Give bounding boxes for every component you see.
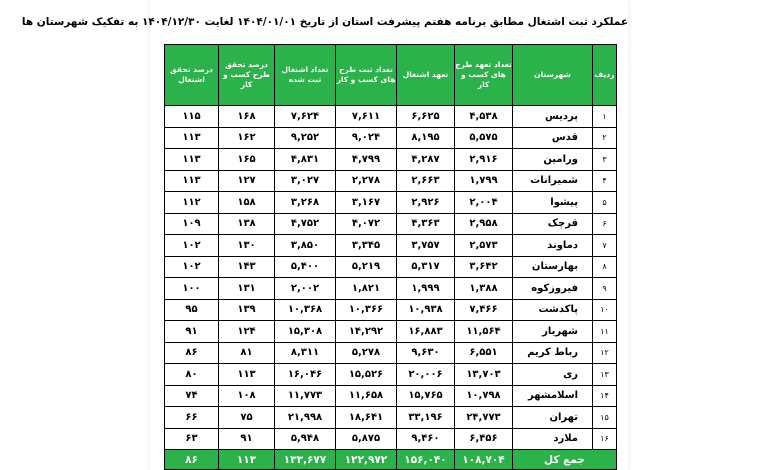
business-realization: ۱۳۱ xyxy=(219,278,275,300)
registered-plans: ۱۵,۵۲۶ xyxy=(336,364,397,386)
business-realization: ۱۶۸ xyxy=(219,106,275,128)
row-number: ۹ xyxy=(593,278,617,300)
header-employment-realization: درصد تحقق اشتغال xyxy=(165,45,219,106)
registered-plans: ۲,۲۷۸ xyxy=(336,170,397,192)
employment-commitment: ۱,۹۹۹ xyxy=(397,278,455,300)
city-name: قدس xyxy=(513,127,593,149)
row-number: ۲ xyxy=(593,127,617,149)
business-commitments: ۴,۵۳۸ xyxy=(455,106,513,128)
employment-realization: ۱۰۲ xyxy=(165,235,219,257)
city-name: ملارد xyxy=(513,428,593,450)
city-name: قرچک xyxy=(513,213,593,235)
business-commitments: ۲,۹۱۶ xyxy=(455,149,513,171)
total-business-commitments: ۱۰۸,۷۰۴ xyxy=(455,450,513,470)
business-commitments: ۲۴,۷۷۳ xyxy=(455,407,513,429)
registered-plans: ۳,۱۶۷ xyxy=(336,192,397,214)
table-row xyxy=(165,127,617,149)
registered-plans: ۷,۶۱۱ xyxy=(336,106,397,128)
business-realization: ۷۵ xyxy=(219,407,275,429)
row-number: ۸ xyxy=(593,256,617,278)
registered-plans: ۵,۲۱۹ xyxy=(336,256,397,278)
employment-table xyxy=(164,44,617,470)
registered-employment: ۴,۸۳۱ xyxy=(275,149,336,171)
employment-realization: ۷۴ xyxy=(165,385,219,407)
employment-commitment: ۵,۳۱۷ xyxy=(397,256,455,278)
employment-commitment: ۱۵,۷۶۵ xyxy=(397,385,455,407)
employment-realization: ۹۱ xyxy=(165,321,219,343)
registered-employment: ۴,۷۵۲ xyxy=(275,213,336,235)
total-employment-realization: ۸۶ xyxy=(165,450,219,470)
header-employment-commitment: تعهد اشتغال xyxy=(397,45,455,106)
employment-realization: ۱۱۳ xyxy=(165,170,219,192)
registered-plans: ۴,۰۷۲ xyxy=(336,213,397,235)
business-commitments: ۱۰,۷۹۸ xyxy=(455,385,513,407)
report-sheet xyxy=(21,0,628,470)
registered-plans: ۵,۲۷۸ xyxy=(336,342,397,364)
business-commitments: ۲,۵۷۳ xyxy=(455,235,513,257)
row-number: ۱۶ xyxy=(593,428,617,450)
business-realization: ۱۱۳ xyxy=(219,364,275,386)
employment-commitment: ۱۰,۹۳۸ xyxy=(397,299,455,321)
city-name: شهریار xyxy=(513,321,593,343)
city-name: دماوند xyxy=(513,235,593,257)
row-number: ۱۵ xyxy=(593,407,617,429)
business-commitments: ۲,۹۵۸ xyxy=(455,213,513,235)
employment-commitment: ۹,۴۶۰ xyxy=(397,428,455,450)
business-commitments: ۱,۳۸۸ xyxy=(455,278,513,300)
total-label: جمع کل xyxy=(513,450,617,470)
registered-plans: ۴,۷۹۹ xyxy=(336,149,397,171)
employment-commitment: ۲,۶۶۳ xyxy=(397,170,455,192)
employment-realization: ۹۵ xyxy=(165,299,219,321)
business-commitments: ۶,۵۵۱ xyxy=(455,342,513,364)
employment-realization: ۱۱۲ xyxy=(165,192,219,214)
city-name: بهارستان xyxy=(513,256,593,278)
business-commitments: ۷,۴۶۶ xyxy=(455,299,513,321)
table-row xyxy=(165,192,617,214)
row-number: ۱ xyxy=(593,106,617,128)
employment-realization: ۱۰۰ xyxy=(165,278,219,300)
table-body xyxy=(165,106,617,450)
registered-employment: ۵,۹۴۸ xyxy=(275,428,336,450)
total-registered-employment: ۱۳۳,۶۷۷ xyxy=(275,450,336,470)
table-row xyxy=(165,364,617,386)
employment-commitment: ۴,۳۶۳ xyxy=(397,213,455,235)
business-realization: ۱۶۵ xyxy=(219,149,275,171)
row-number: ۱۱ xyxy=(593,321,617,343)
city-name: تهران xyxy=(513,407,593,429)
business-realization: ۱۳۰ xyxy=(219,235,275,257)
business-realization: ۱۶۲ xyxy=(219,127,275,149)
registered-employment: ۵,۴۰۰ xyxy=(275,256,336,278)
employment-realization: ۱۰۹ xyxy=(165,213,219,235)
total-row xyxy=(165,450,617,470)
header-city: شهرستان xyxy=(513,45,593,106)
employment-commitment: ۳۳,۱۹۶ xyxy=(397,407,455,429)
city-name: ری xyxy=(513,364,593,386)
registered-plans: ۱۰,۳۶۶ xyxy=(336,299,397,321)
business-realization: ۱۳۹ xyxy=(219,299,275,321)
total-registered-plans: ۱۲۲,۹۷۲ xyxy=(336,450,397,470)
employment-commitment: ۴,۲۸۷ xyxy=(397,149,455,171)
header-business-commitments: تعداد تعهد طرح های کسب و کار xyxy=(455,45,513,106)
table-row xyxy=(165,321,617,343)
table-row xyxy=(165,278,617,300)
total-employment-commitment: ۱۵۶,۰۴۰ xyxy=(397,450,455,470)
city-name: پردیس xyxy=(513,106,593,128)
employment-realization: ۱۱۳ xyxy=(165,127,219,149)
employment-commitment: ۲,۹۲۶ xyxy=(397,192,455,214)
registered-employment: ۳,۰۲۷ xyxy=(275,170,336,192)
business-commitments: ۶,۴۵۶ xyxy=(455,428,513,450)
employment-realization: ۶۶ xyxy=(165,407,219,429)
registered-employment: ۱۰,۳۶۸ xyxy=(275,299,336,321)
table-row xyxy=(165,342,617,364)
header-row-number: ردیف xyxy=(593,45,617,106)
table-footer xyxy=(165,450,617,470)
city-name: فیروزکوه xyxy=(513,278,593,300)
employment-realization: ۶۳ xyxy=(165,428,219,450)
registered-employment: ۲۱,۹۹۸ xyxy=(275,407,336,429)
table-row xyxy=(165,256,617,278)
employment-realization: ۸۶ xyxy=(165,342,219,364)
registered-employment: ۱۵,۳۰۸ xyxy=(275,321,336,343)
business-commitments: ۱۱,۵۶۴ xyxy=(455,321,513,343)
business-commitments: ۵,۵۷۵ xyxy=(455,127,513,149)
city-name: پیشوا xyxy=(513,192,593,214)
header-registered-plans: تعداد ثبت طرح های کسب و کار xyxy=(336,45,397,106)
employment-realization: ۱۰۲ xyxy=(165,256,219,278)
business-realization: ۱۲۴ xyxy=(219,321,275,343)
employment-realization: ۱۱۵ xyxy=(165,106,219,128)
registered-plans: ۱,۸۲۱ xyxy=(336,278,397,300)
employment-commitment: ۳,۷۵۷ xyxy=(397,235,455,257)
registered-employment: ۳,۲۶۸ xyxy=(275,192,336,214)
registered-employment: ۱۶,۰۴۶ xyxy=(275,364,336,386)
business-realization: ۱۴۳ xyxy=(219,256,275,278)
row-number: ۶ xyxy=(593,213,617,235)
business-commitments: ۳,۶۴۲ xyxy=(455,256,513,278)
header-registered-employment: تعداد اشتغال ثبت شده xyxy=(275,45,336,106)
table-row xyxy=(165,213,617,235)
registered-employment: ۱۱,۷۷۳ xyxy=(275,385,336,407)
registered-plans: ۹,۰۲۴ xyxy=(336,127,397,149)
business-realization: ۱۳۸ xyxy=(219,213,275,235)
table-row xyxy=(165,299,617,321)
registered-plans: ۱۱,۶۵۸ xyxy=(336,385,397,407)
registered-employment: ۷,۶۲۴ xyxy=(275,106,336,128)
business-realization: ۱۵۸ xyxy=(219,192,275,214)
city-name: اسلامشهر xyxy=(513,385,593,407)
registered-plans: ۵,۸۷۵ xyxy=(336,428,397,450)
report-title: عملکرد ثبت اشتغال مطابق برنامه هفتم پیشرفت استان از تاریخ ۱۴۰۴/۰۱/۰۱ لغایت ۱۴۰۴/۱۲/۳۰ به تفکیک شهرستان ها xyxy=(21,16,628,28)
city-name: ورامین xyxy=(513,149,593,171)
row-number: ۳ xyxy=(593,149,617,171)
table-header xyxy=(165,45,617,106)
header-business-realization: درصد تحقق طرح کسب و کار xyxy=(219,45,275,106)
row-number: ۵ xyxy=(593,192,617,214)
business-commitments: ۱,۷۹۹ xyxy=(455,170,513,192)
employment-commitment: ۹,۶۳۰ xyxy=(397,342,455,364)
employment-commitment: ۲۰,۰۰۶ xyxy=(397,364,455,386)
registered-plans: ۳,۳۴۵ xyxy=(336,235,397,257)
row-number: ۱۲ xyxy=(593,342,617,364)
employment-commitment: ۶,۶۲۵ xyxy=(397,106,455,128)
business-commitments: ۲,۰۰۴ xyxy=(455,192,513,214)
row-number: ۱۳ xyxy=(593,364,617,386)
table-row xyxy=(165,170,617,192)
city-name: شمیرانات xyxy=(513,170,593,192)
table-row xyxy=(165,428,617,450)
city-name: رباط کریم xyxy=(513,342,593,364)
business-realization: ۱۲۷ xyxy=(219,170,275,192)
table-row xyxy=(165,235,617,257)
row-number: ۴ xyxy=(593,170,617,192)
registered-employment: ۳,۸۵۰ xyxy=(275,235,336,257)
table-row xyxy=(165,385,617,407)
registered-employment: ۸,۳۱۱ xyxy=(275,342,336,364)
employment-commitment: ۸,۱۹۵ xyxy=(397,127,455,149)
table-row xyxy=(165,407,617,429)
total-business-realization: ۱۱۳ xyxy=(219,450,275,470)
registered-employment: ۹,۲۵۲ xyxy=(275,127,336,149)
row-number: ۷ xyxy=(593,235,617,257)
registered-plans: ۱۸,۶۴۱ xyxy=(336,407,397,429)
registered-plans: ۱۴,۲۹۲ xyxy=(336,321,397,343)
row-number: ۱۰ xyxy=(593,299,617,321)
business-realization: ۱۰۸ xyxy=(219,385,275,407)
table-row xyxy=(165,149,617,171)
employment-realization: ۱۱۳ xyxy=(165,149,219,171)
row-number: ۱۴ xyxy=(593,385,617,407)
employment-realization: ۸۰ xyxy=(165,364,219,386)
registered-employment: ۲,۰۰۲ xyxy=(275,278,336,300)
business-realization: ۸۱ xyxy=(219,342,275,364)
city-name: پاکدشت xyxy=(513,299,593,321)
business-commitments: ۱۳,۷۰۳ xyxy=(455,364,513,386)
business-realization: ۹۱ xyxy=(219,428,275,450)
employment-commitment: ۱۶,۸۸۳ xyxy=(397,321,455,343)
table-row xyxy=(165,106,617,128)
